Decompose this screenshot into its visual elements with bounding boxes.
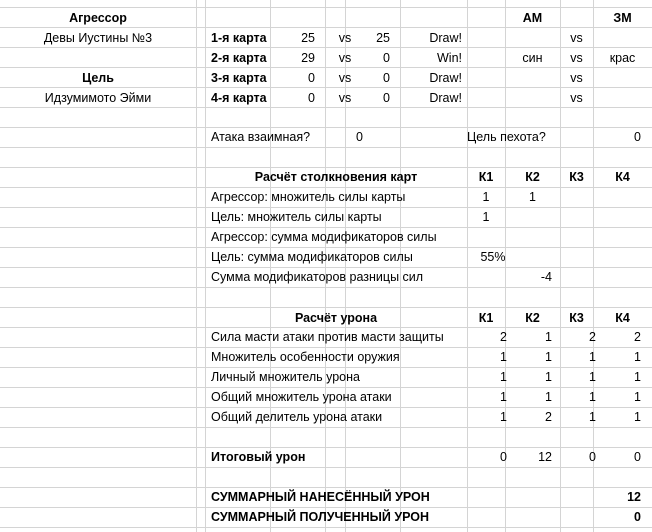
clash-row-label[interactable]: Агрессор: сумма модификаторов силы [211,230,437,244]
damage-cell[interactable]: 1 [634,370,641,384]
damage-cell[interactable]: 2 [545,410,552,424]
total-damage-label[interactable]: Итоговый урон [211,450,306,464]
clash-cell[interactable]: -4 [540,270,552,284]
damage-cell[interactable]: 2 [500,330,507,344]
aggressor-name[interactable]: Девы Иустины №3 [43,31,153,45]
total-k4[interactable]: 0 [634,450,641,464]
map4-label[interactable]: 4-я карта [211,91,267,105]
map4-b[interactable]: 0 [383,91,390,105]
map3-vs[interactable]: vs [338,71,352,85]
map2-vs2[interactable]: vs [570,51,583,65]
map3-a[interactable]: 0 [308,71,315,85]
clash-col-k2[interactable]: К2 [525,170,540,184]
map4-vs[interactable]: vs [338,91,352,105]
summary-dealt-label[interactable]: СУММАРНЫЙ НАНЕСЁННЫЙ УРОН [211,490,430,504]
damage-cell[interactable]: 1 [589,350,596,364]
damage-row-label[interactable]: Множитель особенности оружия [211,350,400,364]
damage-col-k2[interactable]: К2 [525,311,540,325]
clash-row-label[interactable]: Цель: множитель силы карты [211,210,382,224]
damage-cell[interactable]: 1 [634,350,641,364]
clash-cell[interactable]: 1 [529,190,536,204]
damage-cell[interactable]: 1 [545,390,552,404]
target-infantry-label[interactable]: Цель пехота? [467,130,546,144]
zm-header[interactable]: ЗМ [613,11,632,25]
damage-cell[interactable]: 1 [545,330,552,344]
map2-zm[interactable]: крас [609,51,636,65]
damage-cell[interactable]: 1 [500,370,507,384]
damage-cell[interactable]: 1 [500,410,507,424]
damage-cell[interactable]: 1 [634,410,641,424]
damage-cell[interactable]: 1 [634,390,641,404]
grid-row-line [0,287,652,288]
summary-dealt-value[interactable]: 12 [627,490,641,504]
damage-col-k3[interactable]: К3 [569,311,584,325]
clash-row-label[interactable]: Сумма модификаторов разницы сил [211,270,424,284]
aggressor-title[interactable]: Агрессор [69,11,127,25]
grid-row-line [0,147,652,148]
map1-vs[interactable]: vs [338,31,352,45]
damage-cell[interactable]: 1 [500,390,507,404]
total-k2[interactable]: 12 [538,450,552,464]
damage-row-label[interactable]: Общий делитель урона атаки [211,410,383,424]
clash-row-label[interactable]: Цель: сумма модификаторов силы [211,250,413,264]
am-header[interactable]: АМ [522,11,543,25]
damage-row-label[interactable]: Сила масти атаки против масти защиты [211,330,444,344]
map2-b[interactable]: 0 [383,51,390,65]
damage-cell[interactable]: 2 [634,330,641,344]
map4-result[interactable]: Draw! [429,91,462,105]
damage-cell[interactable]: 2 [589,330,596,344]
grid-col-line [205,0,206,532]
summary-received-label[interactable]: СУММАРНЫЙ ПОЛУЧЕННЫЙ УРОН [211,510,430,524]
damage-row-label[interactable]: Общий множитель урона атаки [211,390,392,404]
damage-cell[interactable]: 1 [589,410,596,424]
damage-col-k4[interactable]: К4 [615,311,630,325]
clash-cell[interactable]: 55% [480,250,506,264]
clash-title[interactable]: Расчёт столкновения карт [254,170,418,184]
map1-vs2[interactable]: vs [570,31,583,45]
clash-cell[interactable]: 1 [482,210,490,224]
summary-received-value[interactable]: 0 [634,510,641,524]
target-infantry-value[interactable]: 0 [634,130,641,144]
map2-result[interactable]: Win! [437,51,462,65]
map1-result[interactable]: Draw! [429,31,462,45]
map3-result[interactable]: Draw! [429,71,462,85]
mutual-attack-value[interactable]: 0 [356,130,363,144]
damage-cell[interactable]: 1 [589,370,596,384]
grid-row-line [0,527,652,528]
map1-label[interactable]: 1-я карта [211,31,267,45]
damage-title[interactable]: Расчёт урона [294,311,378,325]
damage-col-k1[interactable]: К1 [478,311,494,325]
target-title[interactable]: Цель [82,71,114,85]
map2-label[interactable]: 2-я карта [211,51,267,65]
total-k3[interactable]: 0 [589,450,596,464]
map3-label[interactable]: 3-я карта [211,71,267,85]
grid-row-line [0,447,652,448]
map1-a[interactable]: 25 [301,31,315,45]
map3-b[interactable]: 0 [383,71,390,85]
damage-cell[interactable]: 1 [545,370,552,384]
map1-b[interactable]: 25 [376,31,390,45]
damage-row-label[interactable]: Личный множитель урона [211,370,360,384]
clash-col-k4[interactable]: К4 [615,170,630,184]
clash-row-label[interactable]: Агрессор: множитель силы карты [211,190,406,204]
map2-a[interactable]: 29 [301,51,315,65]
clash-col-k3[interactable]: К3 [569,170,584,184]
total-k1[interactable]: 0 [500,450,507,464]
mutual-attack-label[interactable]: Атака взаимная? [211,130,311,144]
clash-cell[interactable]: 1 [482,190,490,204]
damage-cell[interactable]: 1 [500,350,507,364]
damage-cell[interactable]: 1 [589,390,596,404]
map3-vs2[interactable]: vs [570,71,583,85]
grid-row-line [0,467,652,468]
map4-vs2[interactable]: vs [570,91,583,105]
map2-am[interactable]: син [522,51,543,65]
damage-cell[interactable]: 1 [545,350,552,364]
target-name[interactable]: Идзумимото Эйми [44,91,152,105]
clash-col-k1[interactable]: К1 [478,170,494,184]
map4-a[interactable]: 0 [308,91,315,105]
map2-vs[interactable]: vs [338,51,352,65]
grid-row-line [0,427,652,428]
grid-col-line [196,0,197,532]
